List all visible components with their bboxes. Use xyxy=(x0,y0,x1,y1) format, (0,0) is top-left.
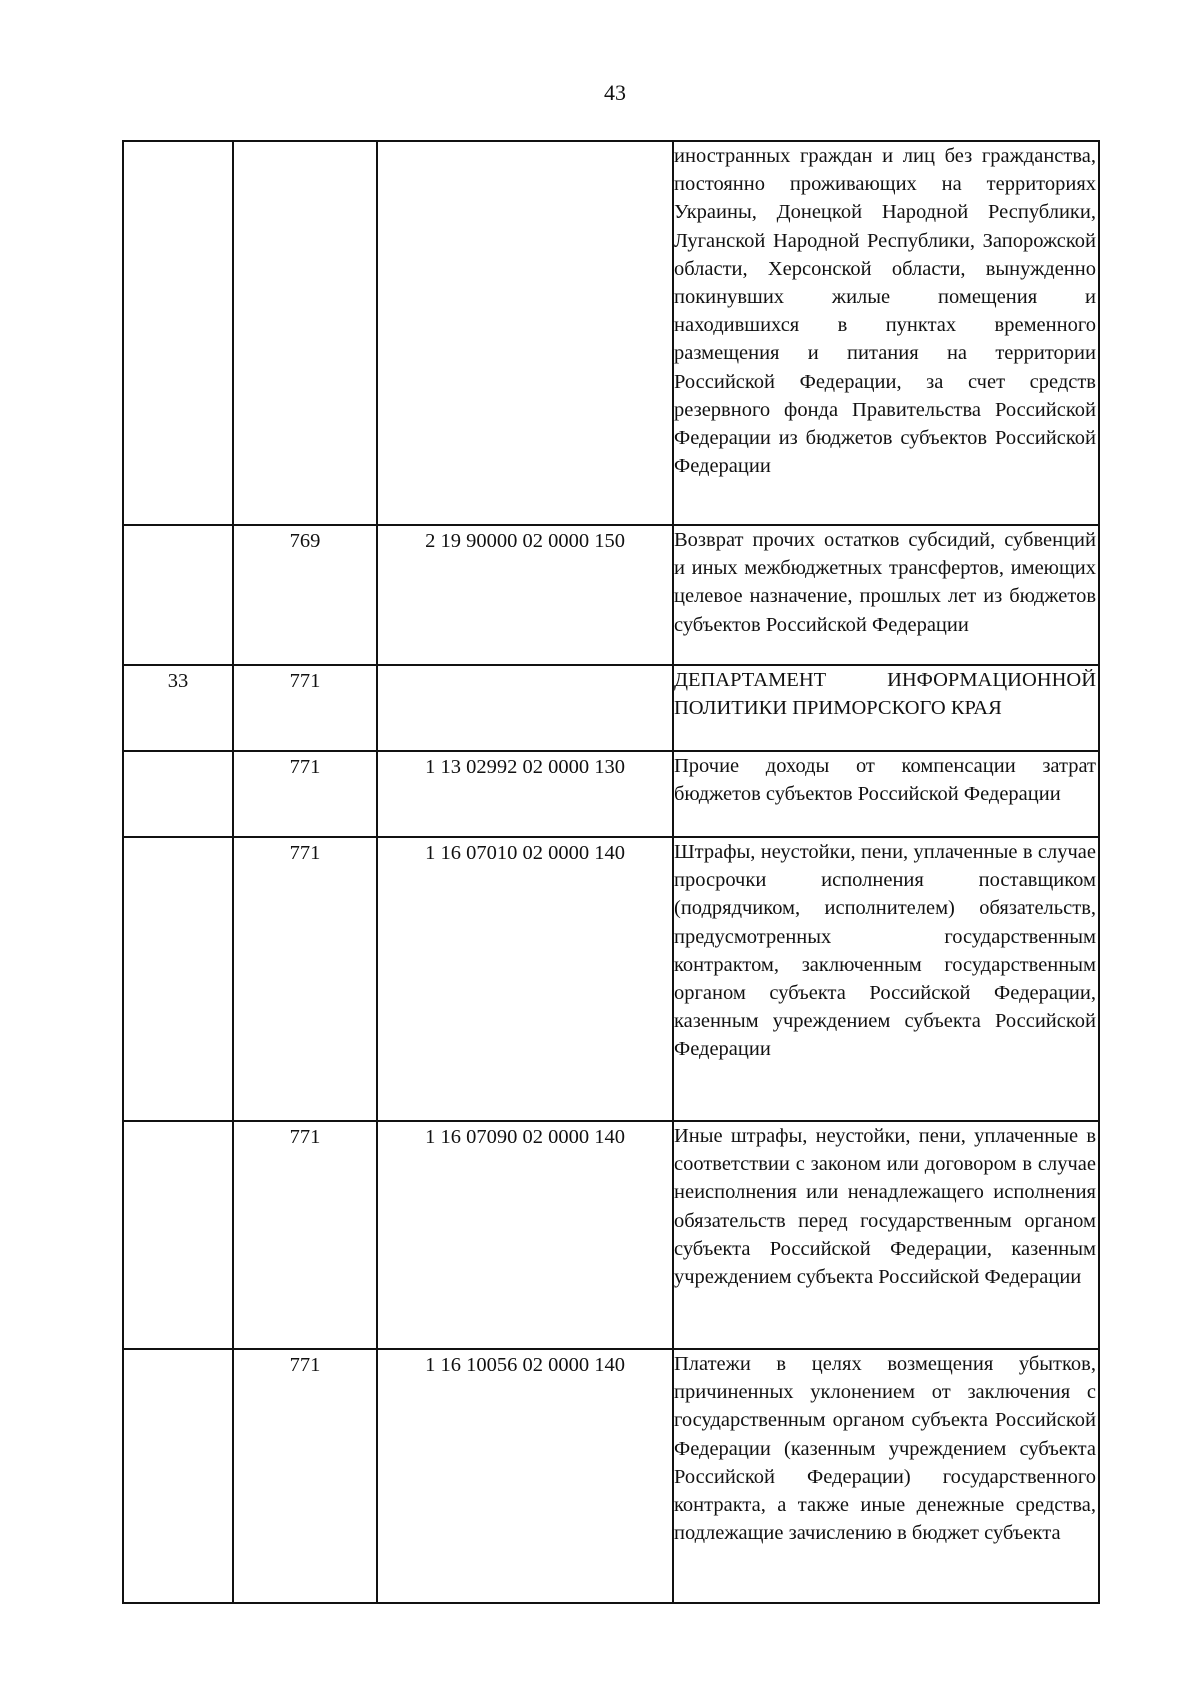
table-row xyxy=(123,837,1099,1121)
description-cell: иностранных граждан и лиц без гражданства, постоянно проживающих на территориях Украины, Донецкой Народной Республики, Луганской Народной Республики, Запорожской области, Херсонской области, вынужденно покинувших жилые помещения и находившихся в пунктах временного размещения и питания на территории Российской Федерации, за счет средств резервного фонда Правительства Российской Федерации из бюджетов субъектов Российской Федерации xyxy=(673,141,1099,525)
kbk-code-cell xyxy=(377,665,673,751)
table-row xyxy=(123,141,1099,525)
row-number-cell xyxy=(123,1349,233,1603)
kbk-code-cell: 2 19 90000 02 0000 150 xyxy=(377,525,673,665)
kbk-code-cell: 1 16 07090 02 0000 140 xyxy=(377,1121,673,1349)
admin-code-cell: 771 xyxy=(233,665,377,751)
description-cell: Штрафы, неустойки, пени, уплаченные в случае просрочки исполнения поставщиком (подрядчиком, исполнителем) обязательств, предусмотренных государственным контрактом, заключенным государственным органом субъекта Российской Федерации, казенным учреждением субъекта Российской Федерации xyxy=(673,837,1099,1121)
row-number-cell xyxy=(123,141,233,525)
table-row xyxy=(123,665,1099,751)
revenue-codes-table xyxy=(122,140,1100,1604)
department-title-cell: ДЕПАРТАМЕНТ ИНФОРМАЦИОННОЙ ПОЛИТИКИ ПРИМОРСКОГО КРАЯ xyxy=(673,665,1099,751)
row-number-cell xyxy=(123,1121,233,1349)
admin-code-cell: 771 xyxy=(233,751,377,837)
table-row xyxy=(123,1121,1099,1349)
row-number-cell xyxy=(123,837,233,1121)
kbk-code-cell: 1 13 02992 02 0000 130 xyxy=(377,751,673,837)
kbk-code-cell xyxy=(377,141,673,525)
table-row xyxy=(123,751,1099,837)
kbk-code-cell: 1 16 10056 02 0000 140 xyxy=(377,1349,673,1603)
description-cell: Прочие доходы от компенсации затрат бюджетов субъектов Российской Федерации xyxy=(673,751,1099,837)
admin-code-cell xyxy=(233,141,377,525)
row-number-cell: 33 xyxy=(123,665,233,751)
admin-code-cell: 771 xyxy=(233,1121,377,1349)
description-cell: Возврат прочих остатков субсидий, субвенций и иных межбюджетных трансфертов, имеющих целевое назначение, прошлых лет из бюджетов субъектов Российской Федерации xyxy=(673,525,1099,665)
page-number: 43 xyxy=(604,80,626,105)
description-cell: Платежи в целях возмещения убытков, причиненных уклонением от заключения с государственным органом субъекта Российской Федерации (казенным учреждением субъекта Российской Федерации) государственного контракта, а также иные денежные средства, подлежащие зачислению в бюджет субъекта xyxy=(673,1349,1099,1603)
row-number-cell xyxy=(123,751,233,837)
row-number-cell xyxy=(123,525,233,665)
admin-code-cell: 771 xyxy=(233,1349,377,1603)
admin-code-cell: 771 xyxy=(233,837,377,1121)
table-row xyxy=(123,1349,1099,1603)
description-cell: Иные штрафы, неустойки, пени, уплаченные в соответствии с законом или договором в случае неисполнения или ненадлежащего исполнения обязательств перед государственным органом субъекта Российской Федерации, казенным учреждением субъекта Российской Федерации xyxy=(673,1121,1099,1349)
kbk-code-cell: 1 16 07010 02 0000 140 xyxy=(377,837,673,1121)
table-row xyxy=(123,525,1099,665)
admin-code-cell: 769 xyxy=(233,525,377,665)
